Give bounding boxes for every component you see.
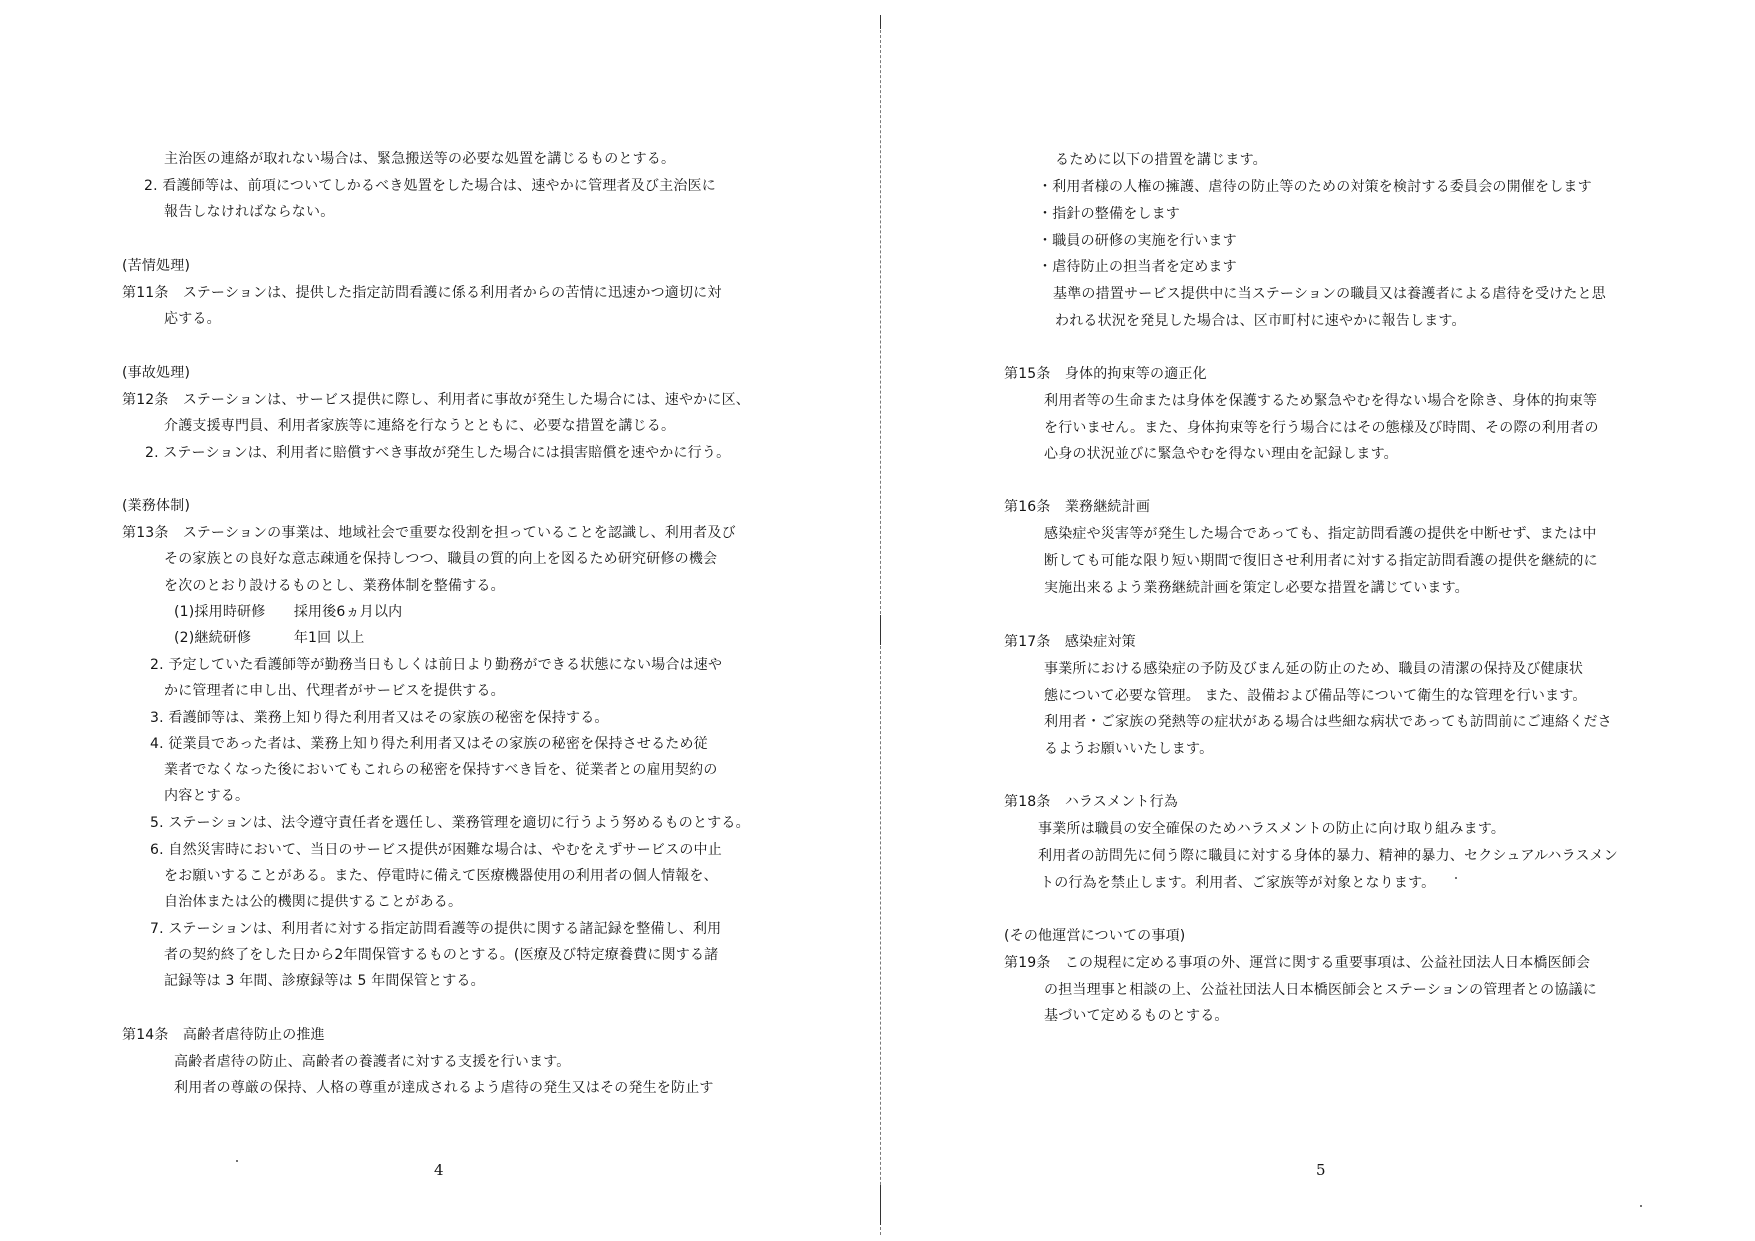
scan-speck <box>236 1160 238 1162</box>
scan-speck <box>1455 877 1457 879</box>
text-line: われる状況を発見した場合は、区市町村に速やかに報告します。 <box>1055 313 1466 329</box>
page-number: 5 <box>1316 1161 1326 1179</box>
text-line: (1)採用時研修 採用後6ヵ月以内 <box>174 604 403 620</box>
text-line: 第17条 感染症対策 <box>1004 634 1136 650</box>
text-line: 7. ステーションは、利用者に対する指定訪問看護等の提供に関する諸記録を整備し、利用 <box>150 921 722 937</box>
text-line: (2)継続研修 年1回 以上 <box>174 630 365 646</box>
text-line: 第11条 ステーションは、提供した指定訪問看護に係る利用者からの苦情に迅速かつ適切に対 <box>122 285 722 301</box>
text-line: 自治体または公的機関に提供することがある。 <box>164 894 463 910</box>
text-line: (苦情処理) <box>122 258 191 274</box>
text-line: 3. 看護師等は、業務上知り得た利用者又はその家族の秘密を保持する。 <box>150 710 609 726</box>
text-line: 5. ステーションは、法令遵守責任者を選任し、業務管理を適切に行うよう努めるものとする。 <box>150 815 750 831</box>
right-page <box>880 0 1755 1241</box>
text-line: 実施出来るよう業務継続計画を策定し必要な措置を講じています。 <box>1044 580 1469 596</box>
text-line: ・虐待防止の担当者を定めます <box>1038 259 1237 275</box>
text-line: (事故処理) <box>122 365 191 381</box>
text-line: 報告しなければならない。 <box>164 204 335 220</box>
text-line: 内容とする。 <box>164 788 250 804</box>
text-line: (業務体制) <box>122 498 191 514</box>
text-line: を行いません。また、身体拘束等を行う場合にはその態様及び時間、その際の利用者の <box>1044 420 1599 436</box>
text-line: 主治医の連絡が取れない場合は、緊急搬送等の必要な処置を講じるものとする。 <box>164 151 676 167</box>
text-line: 介護支援専門員、利用者家族等に連絡を行なうとともに、必要な措置を講じる。 <box>164 418 676 434</box>
text-line: 事業所における感染症の予防及びまん延の防止のため、職員の清潔の保持及び健康状 <box>1044 661 1584 677</box>
text-line: 第12条 ステーションは、サービス提供に際し、利用者に事故が発生した場合には、速やかに区、 <box>122 392 750 408</box>
text-line: その家族との良好な意志疎通を保持しつつ、職員の質的向上を図るため研究研修の機会 <box>164 551 718 567</box>
text-line: 2. ステーションは、利用者に賠償すべき事故が発生した場合には損害賠償を速やかに行う。 <box>145 445 731 461</box>
text-line: 態について必要な管理。 また、設備および備品等について衛生的な管理を行います。 <box>1044 688 1587 704</box>
text-line: 断しても可能な限り短い期間で復旧させ利用者に対する指定訪問看護の提供を継続的に <box>1044 553 1598 569</box>
text-line: ・利用者様の人権の擁護、虐待の防止等のための対策を検討する委員会の開催をします <box>1038 179 1592 195</box>
text-line: 第18条 ハラスメント行為 <box>1004 794 1178 810</box>
text-line: 第19条 この規程に定める事項の外、運営に関する重要事項は、公益社団法人日本橋医師会 <box>1004 955 1591 971</box>
text-line: の担当理事と相談の上、公益社団法人日本橋医師会とステーションの管理者との協議に <box>1044 982 1597 998</box>
text-line: 心身の状況並びに緊急やむを得ない理由を記録します。 <box>1044 446 1398 462</box>
text-line: かに管理者に申し出、代理者がサービスを提供する。 <box>164 683 505 699</box>
text-line: 第15条 身体的拘束等の適正化 <box>1004 366 1207 382</box>
text-line: 利用者等の生命または身体を保護するため緊急やむを得ない場合を除き、身体的拘束等 <box>1044 393 1598 409</box>
text-line: 2. 看護師等は、前項についてしかるべき処置をした場合は、速やかに管理者及び主治医に <box>144 178 716 194</box>
text-line: ・指針の整備をします <box>1038 206 1180 222</box>
text-line: 6. 自然災害時において、当日のサービス提供が困難な場合は、やむをえずサービスの中止 <box>150 842 722 858</box>
text-line: 記録等は 3 年間、診療録等は 5 年間保管とする。 <box>164 973 485 989</box>
center-fold-line <box>880 15 881 1235</box>
text-line: 事業所は職員の安全確保のためハラスメントの防止に向け取り組みます。 <box>1038 821 1506 837</box>
text-line: 基準の措置サービス提供中に当ステーションの職員又は養護者による虐待を受けたと思 <box>1053 286 1606 302</box>
text-line: 者の契約終了をした日から2年間保管するものとする。(医療及び特定療養費に関する諸 <box>164 947 719 963</box>
text-line: 利用者の訪問先に伺う際に職員に対する身体的暴力、精神的暴力、セクシュアルハラスメン <box>1038 848 1618 864</box>
text-line: ・職員の研修の実施を行います <box>1038 233 1237 249</box>
text-line: 業者でなくなった後においてもこれらの秘密を保持すべき旨を、従業者との雇用契約の <box>164 762 718 778</box>
text-line: トの行為を禁止します。利用者、ご家族等が対象となります。 <box>1040 875 1436 891</box>
text-line: 第16条 業務継続計画 <box>1004 499 1151 515</box>
text-line: 第13条 ステーションの事業は、地域社会で重要な役割を担っていることを認識し、利用者及び <box>122 525 736 541</box>
text-line: るようお願いいたします。 <box>1044 741 1214 757</box>
text-line: 第14条 高齢者虐待防止の推進 <box>122 1027 325 1043</box>
text-line: 高齢者虐待の防止、高齢者の養護者に対する支援を行います。 <box>174 1054 571 1070</box>
text-line: を次のとおり設けるものとし、業務体制を整備する。 <box>164 578 505 594</box>
text-line: 2. 予定していた看護師等が勤務当日もしくは前日より勤務ができる状態にない場合は速や <box>150 657 723 673</box>
text-line: 応する。 <box>164 311 221 327</box>
text-line: 利用者の尊厳の保持、人格の尊重が達成されるよう虐待の発生又はその発生を防止す <box>174 1080 714 1096</box>
text-line: 感染症や災害等が発生した場合であっても、指定訪問看護の提供を中断せず、または中 <box>1044 526 1597 542</box>
text-line: (その他運営についての事項) <box>1004 928 1186 944</box>
scan-speck <box>1640 1205 1642 1207</box>
text-line: 4. 従業員であった者は、業務上知り得た利用者又はその家族の秘密を保持させるため従 <box>150 736 708 752</box>
page-number: 4 <box>434 1161 444 1179</box>
text-line: 利用者・ご家族の発熱等の症状がある場合は些細な病状であっても訪問前にご連絡くださ <box>1044 714 1612 730</box>
text-line: るために以下の措置を講じます。 <box>1055 152 1267 168</box>
text-line: 基づいて定めるものとする。 <box>1044 1008 1229 1024</box>
text-line: をお願いすることがある。また、停電時に備えて医療機器使用の利用者の個人情報を、 <box>164 868 718 884</box>
